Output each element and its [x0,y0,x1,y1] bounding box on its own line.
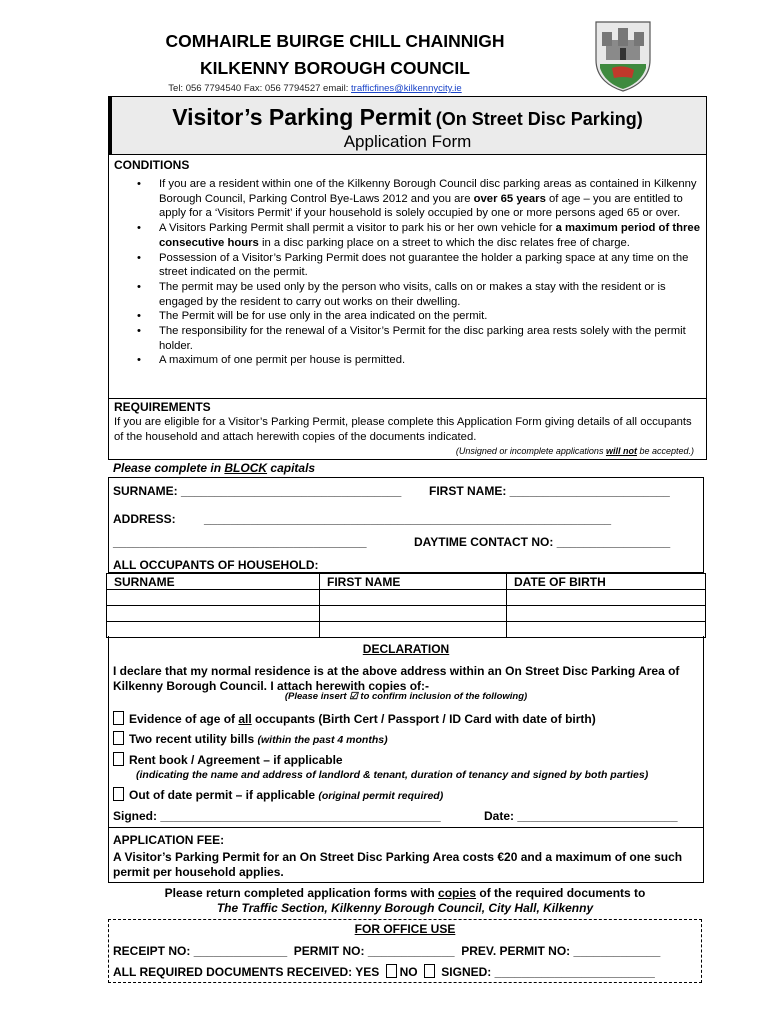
requirements-heading: REQUIREMENTS [114,400,211,414]
surname-cell[interactable] [107,606,320,622]
dob-cell[interactable] [507,606,706,622]
applicant-details [108,477,704,573]
rent-book-item: Rent book / Agreement – if applicable [113,752,343,767]
firstname-label: FIRST NAME: [429,484,507,498]
firstname-cell[interactable] [320,590,507,606]
receipt-no-input[interactable]: ______________ [193,944,288,958]
contact-line [0,83,630,94]
checkbox-checked-icon: ☑ [349,691,358,702]
office-numbers-row: RECEIPT NO: ______________ PERMIT NO: _____________ PREV. PERMIT NO: _____________ [113,944,661,958]
signed-row: Signed: __________________________________________ [113,809,441,823]
form-title [109,104,706,131]
signature-input[interactable]: __________________________________________ [160,809,441,823]
condition-item: • The permit may be used only by the person who visits, calls on or makes a stay with the resident or is engaged by the resident to carry out works on their dwelling. [137,280,666,308]
return-line1: Please return completed application forms with copies of the required documents to [164,886,646,900]
declaration-heading: DECLARATION [362,642,450,656]
utility-bills-item: Two recent utility bills (within the past 4 months) [113,731,388,746]
daytime-input[interactable]: _________________ [556,535,671,549]
out-of-date-permit-checkbox[interactable] [113,787,124,801]
rent-book-note: (indicating the name and address of landlord & tenant, duration of tenancy and signed by both parties) [136,769,649,781]
return-instructions [108,886,702,916]
condition-item: • Possession of a Visitor’s Parking Permit does not guarantee the holder a parking space at any time on the street indicated on the permit. [137,251,689,279]
divider [109,827,703,828]
title-main: Visitor’s Parking Permit [172,104,432,130]
council-crest-icon [594,20,652,92]
form-subtitle: Application Form [343,132,472,151]
prev-permit-no-input[interactable]: _____________ [573,944,661,958]
conditions-list [125,177,705,368]
dob-cell[interactable] [507,590,706,606]
condition-item: • The responsibility for the renewal of a Visitor’s Permit for the disc parking area rests solely with the permit holder. [137,325,686,352]
firstname-cell[interactable] [320,606,507,622]
declaration-section [108,636,704,883]
requirements-text: If you are eligible for a Visitor’s Parking Permit, please complete this Application Form giving details of all occupants of the household and attach herewith copies of the documents indicated. [114,416,692,443]
utility-bills-checkbox[interactable] [113,731,124,745]
date-row: Date: ________________________ [484,809,678,823]
evidence-age-item: Evidence of age of all occupants (Birth Cert / Passport / ID Card with date of birth) [113,711,596,726]
table-row [107,590,706,606]
column-header-firstname: FIRST NAME [320,574,507,590]
firstname-input[interactable]: ________________________ [509,484,670,498]
requirements-section [108,398,707,460]
office-docs-row: ALL REQUIRED DOCUMENTS RECEIVED: YES NO SIGNED: ________________________ [113,965,655,979]
out-of-date-permit-item: Out of date permit – if applicable (original permit required) [113,787,443,802]
office-signed-input[interactable]: ________________________ [494,965,655,979]
permit-no-input[interactable]: _____________ [367,944,455,958]
rent-book-checkbox[interactable] [113,752,124,766]
title-qualifier: (On Street Disc Parking) [435,109,643,129]
docs-yes-checkbox[interactable] [386,964,397,978]
firstname-row [429,484,670,498]
org-name-english: KILKENNY BOROUGH COUNCIL [200,58,470,78]
conditions-heading: CONDITIONS [114,158,190,172]
condition-item: • If you are a resident within one of the Kilkenny Borough Council disc parking areas as contained in Kilkenny Borough Council, Parking Control Bye-Laws 2012 and you are over 65 years of age – you are entitled to apply for a ‘Visitors Permit’ if your household is solely occupied by one or more persons aged 65 or over. [137,178,697,220]
daytime-label: DAYTIME CONTACT NO: [414,535,554,549]
evidence-age-checkbox[interactable] [113,711,124,725]
surname-input[interactable]: _________________________________ [181,484,402,498]
condition-item: • A maximum of one permit per house is permitted. [137,354,406,367]
fee-text: A Visitor’s Parking Permit for an On Street Disc Parking Area costs €20 and a maximum of one such permit per household applies. [113,850,683,879]
conditions-section [108,154,707,399]
condition-item: • The Permit will be for use only in the area indicated on the permit. [137,310,488,323]
surname-row [113,484,401,498]
fee-heading: APPLICATION FEE: [113,833,225,847]
surname-label: SURNAME: [113,484,178,498]
date-input[interactable]: ________________________ [517,809,678,823]
column-header-dob: DATE OF BIRTH [507,574,706,590]
address-label: ADDRESS: [113,512,176,526]
declaration-text: I declare that my normal residence is at the above address within an On Street Disc Parking Area of Kilkenny Borough Council. I attach herewith copies of:- [113,664,680,693]
block-capitals-note: Please complete in BLOCK capitals [113,461,316,475]
insert-note: (Please insert ☑ to confirm inclusion of the following) [284,691,528,702]
surname-cell[interactable] [107,590,320,606]
address-input-line1[interactable]: _____________________________________________________________ [204,512,612,526]
condition-item: • A Visitors Parking Permit shall permit a visitor to park his or her own vehicle for a maximum period of three consecutive hours in a disc parking place on a street to which the disc relates free of charge. [137,222,700,249]
office-use-heading: FOR OFFICE USE [354,922,456,936]
contact-details: Tel: 056 7794540 Fax: 056 7794527 email: [168,83,349,94]
table-row [107,606,706,622]
return-address: The Traffic Section, Kilkenny Borough Council, City Hall, Kilkenny [216,901,594,915]
title-banner [108,96,707,155]
column-header-surname: SURNAME [107,574,320,590]
docs-no-checkbox[interactable] [424,964,435,978]
address-input-line2[interactable]: ______________________________________ [113,535,367,549]
occupants-heading: ALL OCCUPANTS OF HOUSEHOLD: [113,558,319,572]
table-header-row [107,574,706,590]
requirements-note: (Unsigned or incomplete applications will not be accepted.) [455,446,694,456]
contact-email-link[interactable]: trafficfines@kilkennycity.ie [351,83,462,94]
office-use-section [108,919,702,983]
daytime-row [414,535,670,549]
org-name-irish: COMHAIRLE BUIRGE CHILL CHAINNIGH [165,31,505,51]
occupants-table [106,573,706,638]
